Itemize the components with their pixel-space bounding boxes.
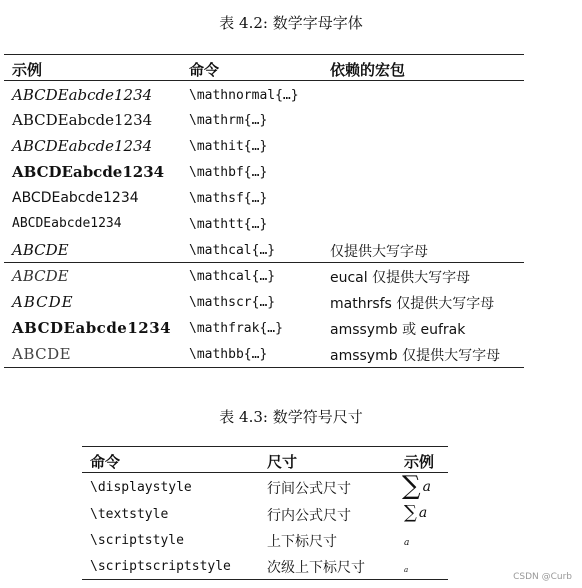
table2-row-example: a xyxy=(404,538,410,548)
table2-top-rule xyxy=(82,446,448,447)
table1-row-command: \mathsf{…} xyxy=(189,191,268,206)
table1-row-package: amssymb 仅提供大写字母 xyxy=(330,348,501,364)
table2-row-size: 次级上下标尺寸 xyxy=(267,560,365,576)
table2-row-example xyxy=(404,501,427,522)
table1-row-command: \mathscr{…} xyxy=(189,295,276,310)
table1-row-command: \mathbf{…} xyxy=(189,165,268,180)
table1-row-example: ABCDEabcde1234 xyxy=(12,86,153,104)
table2-header-rule xyxy=(82,472,448,473)
table1-top-rule xyxy=(4,54,524,55)
table1-header-example: 示例 xyxy=(12,61,43,79)
table1-row-command: \mathcal{…} xyxy=(189,269,276,284)
table1-row-package: mathrsfs 仅提供大写字母 xyxy=(330,296,495,312)
table2-row-example xyxy=(402,468,431,501)
table2-header-command: 命令 xyxy=(90,453,121,471)
sum-symbol: ∑ xyxy=(404,502,417,523)
table1-row-example: ABCDE xyxy=(12,293,74,311)
table1-header-rule xyxy=(4,80,524,81)
table2-row-command: \displaystyle xyxy=(90,480,192,495)
table1-row-example: ABCDE xyxy=(12,241,69,259)
table1-row-command: \mathcal{…} xyxy=(189,243,276,258)
table2-header-example: 示例 xyxy=(404,453,435,471)
table1-row-example: ABCDEabcde1234 xyxy=(12,163,165,181)
table1-row-example: ABCDE xyxy=(12,267,69,285)
table1-row-example: ABCDE xyxy=(12,345,72,363)
table1-row-example: ABCDEabcde1234 xyxy=(12,319,172,337)
table1-mid-rule xyxy=(4,262,524,263)
table1-bottom-rule xyxy=(4,367,524,368)
table1-row-command: \mathfrak{…} xyxy=(189,321,283,336)
table1-row-package: 仅提供大写字母 xyxy=(330,244,428,260)
table1-row-package: eucal 仅提供大写字母 xyxy=(330,270,471,286)
sum-symbol: ∑ xyxy=(402,471,421,501)
variable-a: a xyxy=(418,505,428,521)
table2-row-size: 上下标尺寸 xyxy=(267,534,337,550)
table2-bottom-rule xyxy=(82,579,448,580)
watermark: CSDN @Curb xyxy=(513,572,572,582)
table1-row-command: \mathrm{…} xyxy=(189,113,268,128)
table1-header-command: 命令 xyxy=(189,61,220,79)
table1-row-example: ABCDEabcde1234 xyxy=(12,190,139,206)
table1-header-package: 依赖的宏包 xyxy=(330,61,406,79)
table2-row-command: \scriptscriptstyle xyxy=(90,559,231,574)
table2-row-size: 行间公式尺寸 xyxy=(267,481,351,497)
table1-row-command: \mathnormal{…} xyxy=(189,88,299,103)
table1-caption: 表 4.2: 数学字母字体 xyxy=(219,14,363,32)
table1-row-package: amssymb 或 eufrak xyxy=(330,322,466,338)
table1-row-command: \mathit{…} xyxy=(189,139,268,154)
table1-row-command: \mathtt{…} xyxy=(189,217,268,232)
table2-header-size: 尺寸 xyxy=(267,453,298,471)
table1-row-example: ABCDEabcde1234 xyxy=(12,137,153,155)
table2-row-example: a xyxy=(404,566,409,574)
table1-row-example: ABCDEabcde1234 xyxy=(12,111,153,129)
table2-row-size: 行内公式尺寸 xyxy=(267,508,351,524)
table1-row-example: ABCDEabcde1234 xyxy=(12,216,122,231)
table2-row-command: \scriptstyle xyxy=(90,533,184,548)
variable-a: a xyxy=(422,479,431,495)
table2-caption: 表 4.3: 数学符号尺寸 xyxy=(219,408,363,426)
table2-row-command: \textstyle xyxy=(90,507,169,522)
table1-row-command: \mathbb{…} xyxy=(189,347,268,362)
